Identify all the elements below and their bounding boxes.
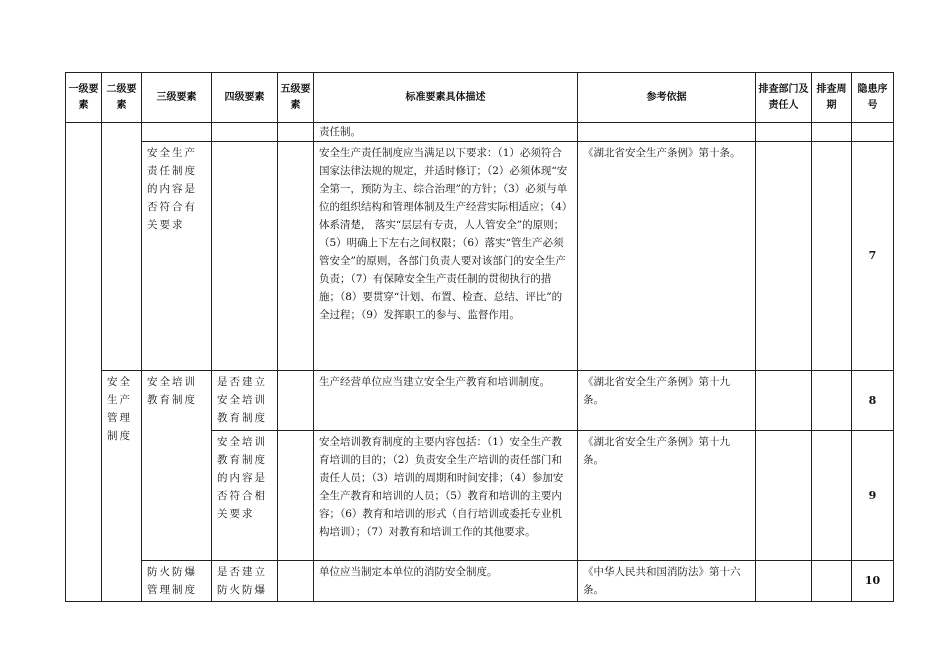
reference-cell: 《湖北省安全生产条例》第十条。 (578, 142, 756, 371)
level3-cell: 安全培训教育制度 (142, 371, 212, 561)
table-row (66, 123, 894, 142)
level2-cell (102, 123, 142, 371)
reference-cell: 《湖北省安全生产条例》第十九条。 (578, 371, 756, 431)
sequence-cell (852, 123, 894, 142)
level3-cell (142, 123, 212, 142)
table-row (66, 142, 894, 371)
table-row (66, 371, 894, 431)
header-department: 排查部门及责任人 (756, 73, 812, 123)
description-cell: 安全培训教育制度的主要内容包括：（1）安全生产教育培训的目的；（2）负责安全生产培训的责任部门和责任人员；（3）培训的周期和时间安排；（4）参加安全生产教育和培训的人员；（5）教育和培训的主要内容；（6）教育和培训的形式（自行培训或委托专业机构培训）；（7）对教育和培训工作的其他要求。 (314, 431, 578, 561)
level4-cell: 是否建立安全培训教育制度 (212, 371, 278, 431)
description-cell: 责任制。 (314, 123, 578, 142)
hazard-checklist-table (65, 72, 894, 602)
header-level4: 四级要素 (212, 73, 278, 123)
level3-cell: 安全生产责任制度的内容是否符合有关要求 (142, 142, 212, 371)
level5-cell (278, 561, 314, 602)
reference-cell (578, 123, 756, 142)
level3-cell: 防火防爆管理制度 (142, 561, 212, 602)
level4-cell: 安全培训教育制度的内容是否符合相关要求 (212, 431, 278, 561)
reference-cell: 《湖北省安全生产条例》第十九条。 (578, 431, 756, 561)
sequence-cell: 8 (852, 371, 894, 431)
cycle-cell (812, 123, 852, 142)
level1-cell (66, 123, 102, 602)
header-description: 标准要素具体描述 (314, 73, 578, 123)
level4-cell (212, 142, 278, 371)
level4-cell: 是否建立防火防爆 (212, 561, 278, 602)
department-cell (756, 561, 812, 602)
header-sequence: 隐患序号 (852, 73, 894, 123)
header-reference: 参考依据 (578, 73, 756, 123)
reference-cell: 《中华人民共和国消防法》第十六条。 (578, 561, 756, 602)
level5-cell (278, 123, 314, 142)
description-cell: 生产经营单位应当建立安全生产教育和培训制度。 (314, 371, 578, 431)
header-level5: 五级要素 (278, 73, 314, 123)
cycle-cell (812, 431, 852, 561)
level2-cell: 安全生产管理制度 (102, 371, 142, 602)
level5-cell (278, 371, 314, 431)
header-cycle: 排查周期 (812, 73, 852, 123)
header-level1: 一级要素 (66, 73, 102, 123)
header-level3: 三级要素 (142, 73, 212, 123)
level5-cell (278, 431, 314, 561)
header-row (66, 73, 894, 123)
level4-cell (212, 123, 278, 142)
level5-cell (278, 142, 314, 371)
department-cell (756, 123, 812, 142)
cycle-cell (812, 142, 852, 371)
department-cell (756, 371, 812, 431)
sequence-cell: 10 (852, 561, 894, 602)
description-cell: 安全生产责任制度应当满足以下要求：（1）必须符合国家法律法规的规定，并适时修订；（2）必须体现“安全第一，预防为主、综合治理”的方针；（3）必须与单位的组织结构和管理体制及生产经营实际相适应；（4）体系清楚， 落实“层层有专责，人人管安全”的原则；（5）明确上下左右之间权限；（6）落实“管生产必须管安全”的原则，各部门负责人要对该部门的安全生产负责；（7）有保障安全生产责任制的贯彻执行的措施；（8）要贯穿“计划、布置、检查、总结、评比”的全过程；（9）发挥职工的参与、监督作用。 (314, 142, 578, 371)
cycle-cell (812, 371, 852, 431)
cycle-cell (812, 561, 852, 602)
department-cell (756, 431, 812, 561)
table-row (66, 561, 894, 602)
sequence-cell: 7 (852, 142, 894, 371)
department-cell (756, 142, 812, 371)
sequence-cell: 9 (852, 431, 894, 561)
header-level2: 二级要素 (102, 73, 142, 123)
description-cell: 单位应当制定本单位的消防安全制度。 (314, 561, 578, 602)
